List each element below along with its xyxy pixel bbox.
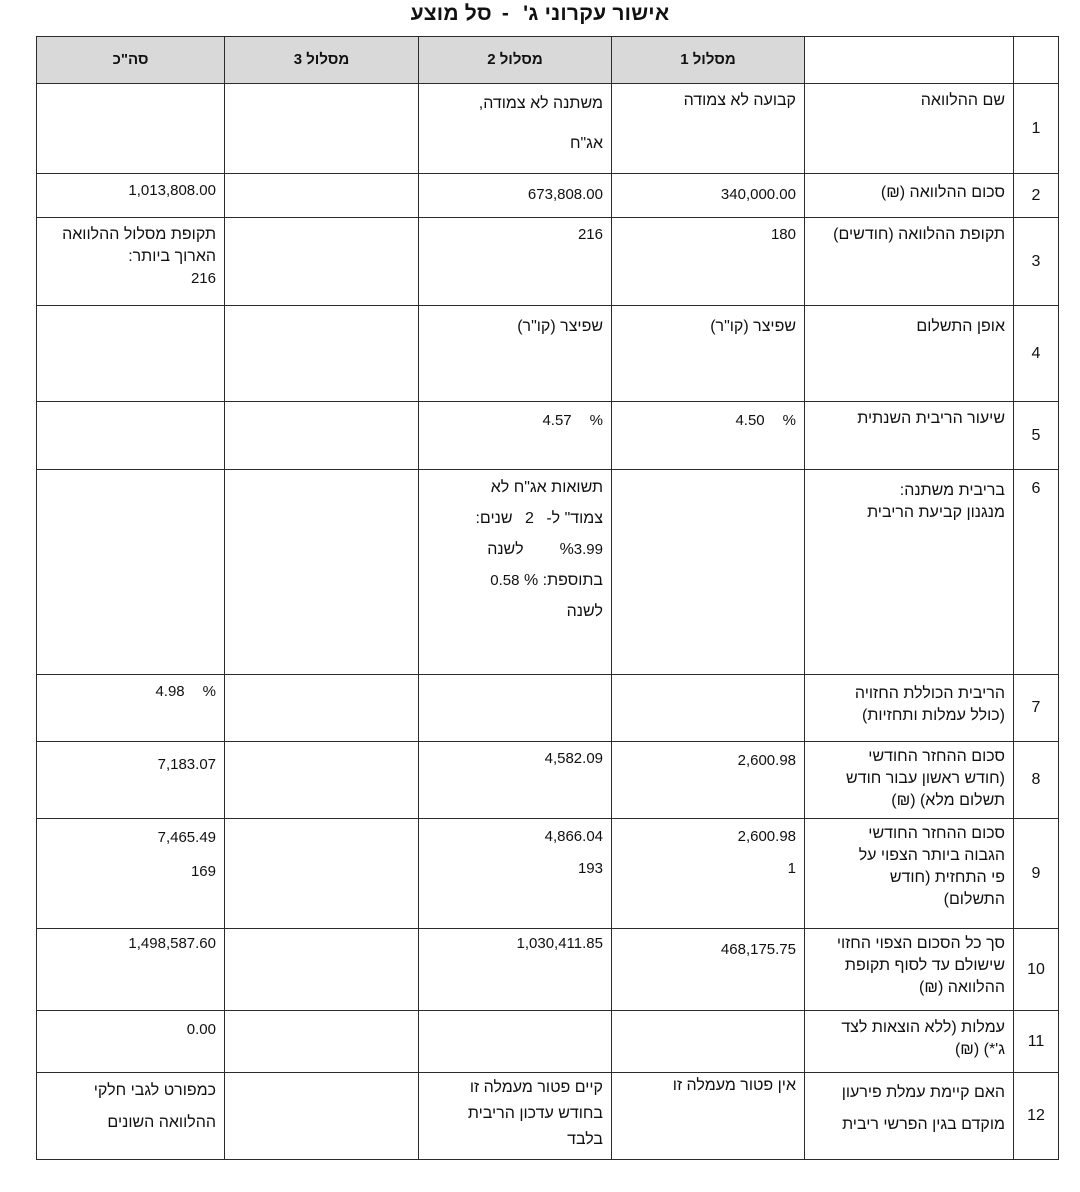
table-row — [37, 929, 1059, 1011]
cell-route-3 — [225, 929, 419, 1011]
table-row — [37, 402, 1059, 470]
row-label: סך כל הסכום הצפוי החזוי שישולם עד לסוף תקופת ההלוואה (₪) — [836, 935, 1005, 996]
total-max-month: 169 — [190, 863, 216, 880]
cell-route-3 — [225, 1073, 419, 1160]
cell-route-2 — [419, 218, 612, 306]
total-monthly: 7,183.07 — [157, 756, 216, 773]
cell-route-2 — [419, 819, 612, 929]
row-label: שיעור הריבית השנתית — [857, 410, 1005, 427]
header-row — [37, 37, 1059, 84]
cell-route-3 — [225, 306, 419, 402]
cell-route-2 — [419, 174, 612, 218]
row-number: 7 — [1014, 675, 1059, 742]
cell-label — [805, 675, 1014, 742]
row-label: שם ההלוואה — [920, 92, 1005, 109]
cell-route-1 — [612, 1073, 805, 1160]
max-route-2: 4,866.04 193 — [419, 819, 611, 891]
cell-route-3 — [225, 174, 419, 218]
cell-route-2 — [419, 402, 612, 470]
rate-route-2 — [419, 402, 611, 438]
cell-total — [37, 306, 225, 402]
sum-route-2: 1,030,411.85 — [516, 935, 603, 952]
table-row — [37, 675, 1059, 742]
total-rate-value: 4.98 — [155, 683, 185, 700]
period-route-1: 180 — [770, 226, 796, 243]
cell-route-1 — [612, 470, 805, 675]
rate-value: 4.57 — [542, 412, 572, 429]
cell-route-1 — [612, 929, 805, 1011]
rate-value: 4.50 — [735, 412, 765, 429]
monthly-route-2: 4,582.09 — [544, 750, 603, 767]
cell-label — [805, 929, 1014, 1011]
cell-route-3 — [225, 470, 419, 675]
cell-label — [805, 218, 1014, 306]
header-num-blank — [1014, 37, 1059, 84]
row-number: 5 — [1014, 402, 1059, 470]
monthly-route-1: 2,600.98 — [737, 752, 796, 769]
payment-method-route-2: שפיצר (קו"ר) — [517, 318, 603, 335]
row-number: 9 — [1014, 819, 1059, 929]
cell-route-1 — [612, 1011, 805, 1073]
payment-method-route-1: שפיצר (קו"ר) — [710, 318, 796, 335]
cell-total — [37, 402, 225, 470]
cell-route-1 — [612, 819, 805, 929]
row-label: תקופת ההלוואה (חודשים) — [833, 226, 1005, 243]
variable-rate-mechanism — [419, 470, 611, 633]
row-label: סכום ההחזר החודשי (חודש ראשון עבור חודש תשלום מלא) (₪) — [846, 748, 1005, 809]
header-total: סה"כ — [37, 37, 225, 84]
cell-route-3 — [225, 1011, 419, 1073]
cell-route-3 — [225, 819, 419, 929]
cell-route-3 — [225, 84, 419, 174]
cell-route-1 — [612, 742, 805, 819]
total-fees: 0.00 — [186, 1021, 216, 1038]
row-number: 3 — [1014, 218, 1059, 306]
cell-route-2 — [419, 470, 612, 675]
table-row — [37, 470, 1059, 675]
row-label: האם קיימת עמלת פירעון מוקדם בגין הפרשי ריבית — [841, 1084, 1005, 1133]
total-period-label: תקופת מסלול ההלוואה הארוך ביותר: — [62, 226, 216, 265]
title-dash: - — [501, 2, 510, 25]
row-number: 2 — [1014, 174, 1059, 218]
header-label-blank — [805, 37, 1014, 84]
row-number: 1 — [1014, 84, 1059, 174]
cell-total — [37, 929, 225, 1011]
title-main: אישור עקרוני ג' — [523, 2, 670, 25]
mechanism-line-5: לשנה — [566, 603, 603, 620]
amount-route-1: 340,000.00 — [720, 186, 796, 203]
cell-label — [805, 470, 1014, 675]
cell-total — [37, 84, 225, 174]
cell-route-2 — [419, 1073, 612, 1160]
cell-route-1 — [612, 306, 805, 402]
table-row — [37, 742, 1059, 819]
page-title — [0, 0, 1080, 30]
cell-route-1 — [612, 84, 805, 174]
cell-route-2 — [419, 675, 612, 742]
total-period-value: 216 — [190, 270, 216, 287]
prepayment-route-2: קיים פטור מעמלה זו בחודש עדכון הריבית בלבד — [467, 1079, 603, 1148]
row-number: 6 — [1014, 470, 1059, 675]
max-month-route-1: 1 — [787, 860, 796, 877]
loan-comparison-table — [36, 36, 1059, 1160]
cell-route-3 — [225, 218, 419, 306]
max-route-1: 2,600.98 1 — [612, 819, 804, 891]
table-row — [37, 84, 1059, 174]
row-label: סכום ההחזר החודשי הגבוה ביותר הצפוי על פי התחזית (חודש התשלום) — [858, 825, 1005, 908]
mechanism-line-3: %3.99לשנה — [487, 541, 603, 558]
total-prepayment: כמפורט לגבי חלקי ההלוואה השונים — [93, 1082, 216, 1131]
mechanism-line-2: צמוד" ל- 2 שנים: — [475, 510, 603, 527]
cell-label — [805, 402, 1014, 470]
cell-total — [37, 470, 225, 675]
table-row — [37, 218, 1059, 306]
table-row — [37, 174, 1059, 218]
max-month-route-2: 193 — [577, 860, 603, 877]
header-route-3: מסלול 3 — [225, 37, 419, 84]
row-label: עמלות (ללא הוצאות לצד ג'*) (₪) — [841, 1019, 1005, 1058]
cell-route-2 — [419, 306, 612, 402]
row-number: 11 — [1014, 1011, 1059, 1073]
sum-route-1: 468,175.75 — [720, 941, 796, 958]
mechanism-line-1: תשואות אג"ח לא — [490, 479, 603, 496]
cell-route-2 — [419, 742, 612, 819]
header-route-2: מסלול 2 — [419, 37, 612, 84]
mechanism-line-4: בתוספת: % 0.58 — [490, 572, 603, 589]
cell-total — [37, 1073, 225, 1160]
prepayment-route-1: אין פטור מעמלה זו — [672, 1077, 796, 1094]
row-label: אופן התשלום — [916, 318, 1005, 335]
loan-name-route-2: משתנה לא צמודה, אג"ח — [478, 95, 603, 152]
title-sub: סל מוצע — [410, 2, 492, 25]
cell-label — [805, 1073, 1014, 1160]
total-sum: 1,498,587.60 — [128, 935, 216, 952]
cell-route-2 — [419, 1011, 612, 1073]
cell-route-1 — [612, 402, 805, 470]
cell-label — [805, 819, 1014, 929]
cell-label — [805, 1011, 1014, 1073]
amount-route-2: 673,808.00 — [527, 186, 603, 203]
loan-name-route-1: קבועה לא צמודה — [683, 92, 796, 109]
cell-route-2 — [419, 929, 612, 1011]
cell-route-1 — [612, 675, 805, 742]
total-max: 7,465.49 169 — [37, 819, 224, 895]
cell-route-3 — [225, 402, 419, 470]
row-label: הריבית הכוללת החזויה (כולל עמלות ותחזיות) — [854, 685, 1005, 724]
row-number: 10 — [1014, 929, 1059, 1011]
total-amount: 1,013,808.00 — [128, 182, 216, 199]
period-route-2: 216 — [577, 226, 603, 243]
cell-total — [37, 218, 225, 306]
cell-route-3 — [225, 675, 419, 742]
cell-label — [805, 742, 1014, 819]
cell-total — [37, 1011, 225, 1073]
table-row — [37, 1073, 1059, 1160]
row-number: 12 — [1014, 1073, 1059, 1160]
table-row — [37, 306, 1059, 402]
table-row — [37, 819, 1059, 929]
cell-label — [805, 306, 1014, 402]
row-label: סכום ההלוואה (₪) — [880, 184, 1005, 201]
percent-sign: % — [202, 683, 216, 700]
cell-label — [805, 174, 1014, 218]
cell-total — [37, 742, 225, 819]
cell-route-2 — [419, 84, 612, 174]
rate-route-1 — [612, 402, 804, 438]
row-label: בריבית משתנה: מנגנון קביעת הריבית — [867, 482, 1005, 521]
table-row — [37, 1011, 1059, 1073]
percent-sign: % — [782, 412, 796, 429]
cell-route-3 — [225, 742, 419, 819]
header-route-1: מסלול 1 — [612, 37, 805, 84]
cell-total — [37, 819, 225, 929]
cell-route-1 — [612, 218, 805, 306]
row-number: 8 — [1014, 742, 1059, 819]
cell-label — [805, 84, 1014, 174]
cell-route-1 — [612, 174, 805, 218]
cell-total — [37, 174, 225, 218]
percent-sign: % — [589, 412, 603, 429]
total-rate — [37, 675, 224, 709]
cell-total — [37, 675, 225, 742]
row-number: 4 — [1014, 306, 1059, 402]
